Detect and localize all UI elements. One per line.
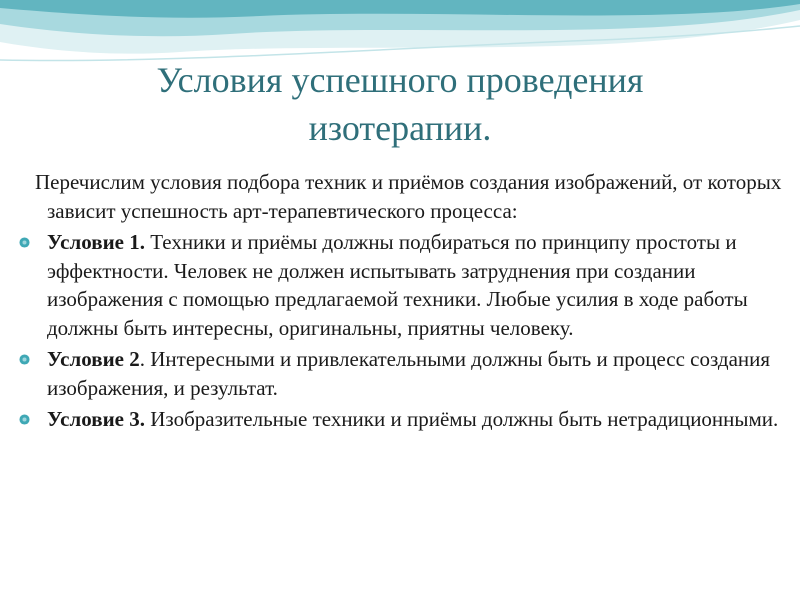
condition-item-1 — [15, 228, 785, 342]
condition-item-2 — [15, 345, 785, 402]
condition-label: Условие 1. — [47, 230, 145, 254]
condition-text: . Интересными и привлекательными должны быть и процесс создания изображения, и результат. — [47, 347, 771, 400]
condition-label: Условие 3. — [47, 407, 145, 431]
condition-label: Условие 2 — [47, 347, 140, 371]
intro-paragraph: Перечислим условия подбора техник и приёмов создания изображений, от которых зависит успешность арт-терапевтического процесса: — [35, 170, 782, 223]
condition-text: Техники и приёмы должны подбираться по принципу простоты и эффектности. Человек не должен испытывать затруднения при создании изображения с помощью предлагаемой техники. Любые усилия в ходе работы должны быть интересны, оригинальны, приятны человеку. — [47, 230, 748, 340]
title-line-2: изотерапии. — [308, 108, 492, 148]
condition-item-3 — [15, 405, 785, 434]
bullet-icon — [19, 354, 30, 365]
bullet-icon — [19, 237, 30, 248]
bullet-icon — [19, 414, 30, 425]
title-line-1: Условия успешного проведения — [156, 60, 644, 100]
condition-text: Изобразительные техники и приёмы должны быть нетрадиционными. — [145, 407, 779, 431]
slide-body — [15, 168, 785, 437]
slide-title — [60, 56, 740, 152]
